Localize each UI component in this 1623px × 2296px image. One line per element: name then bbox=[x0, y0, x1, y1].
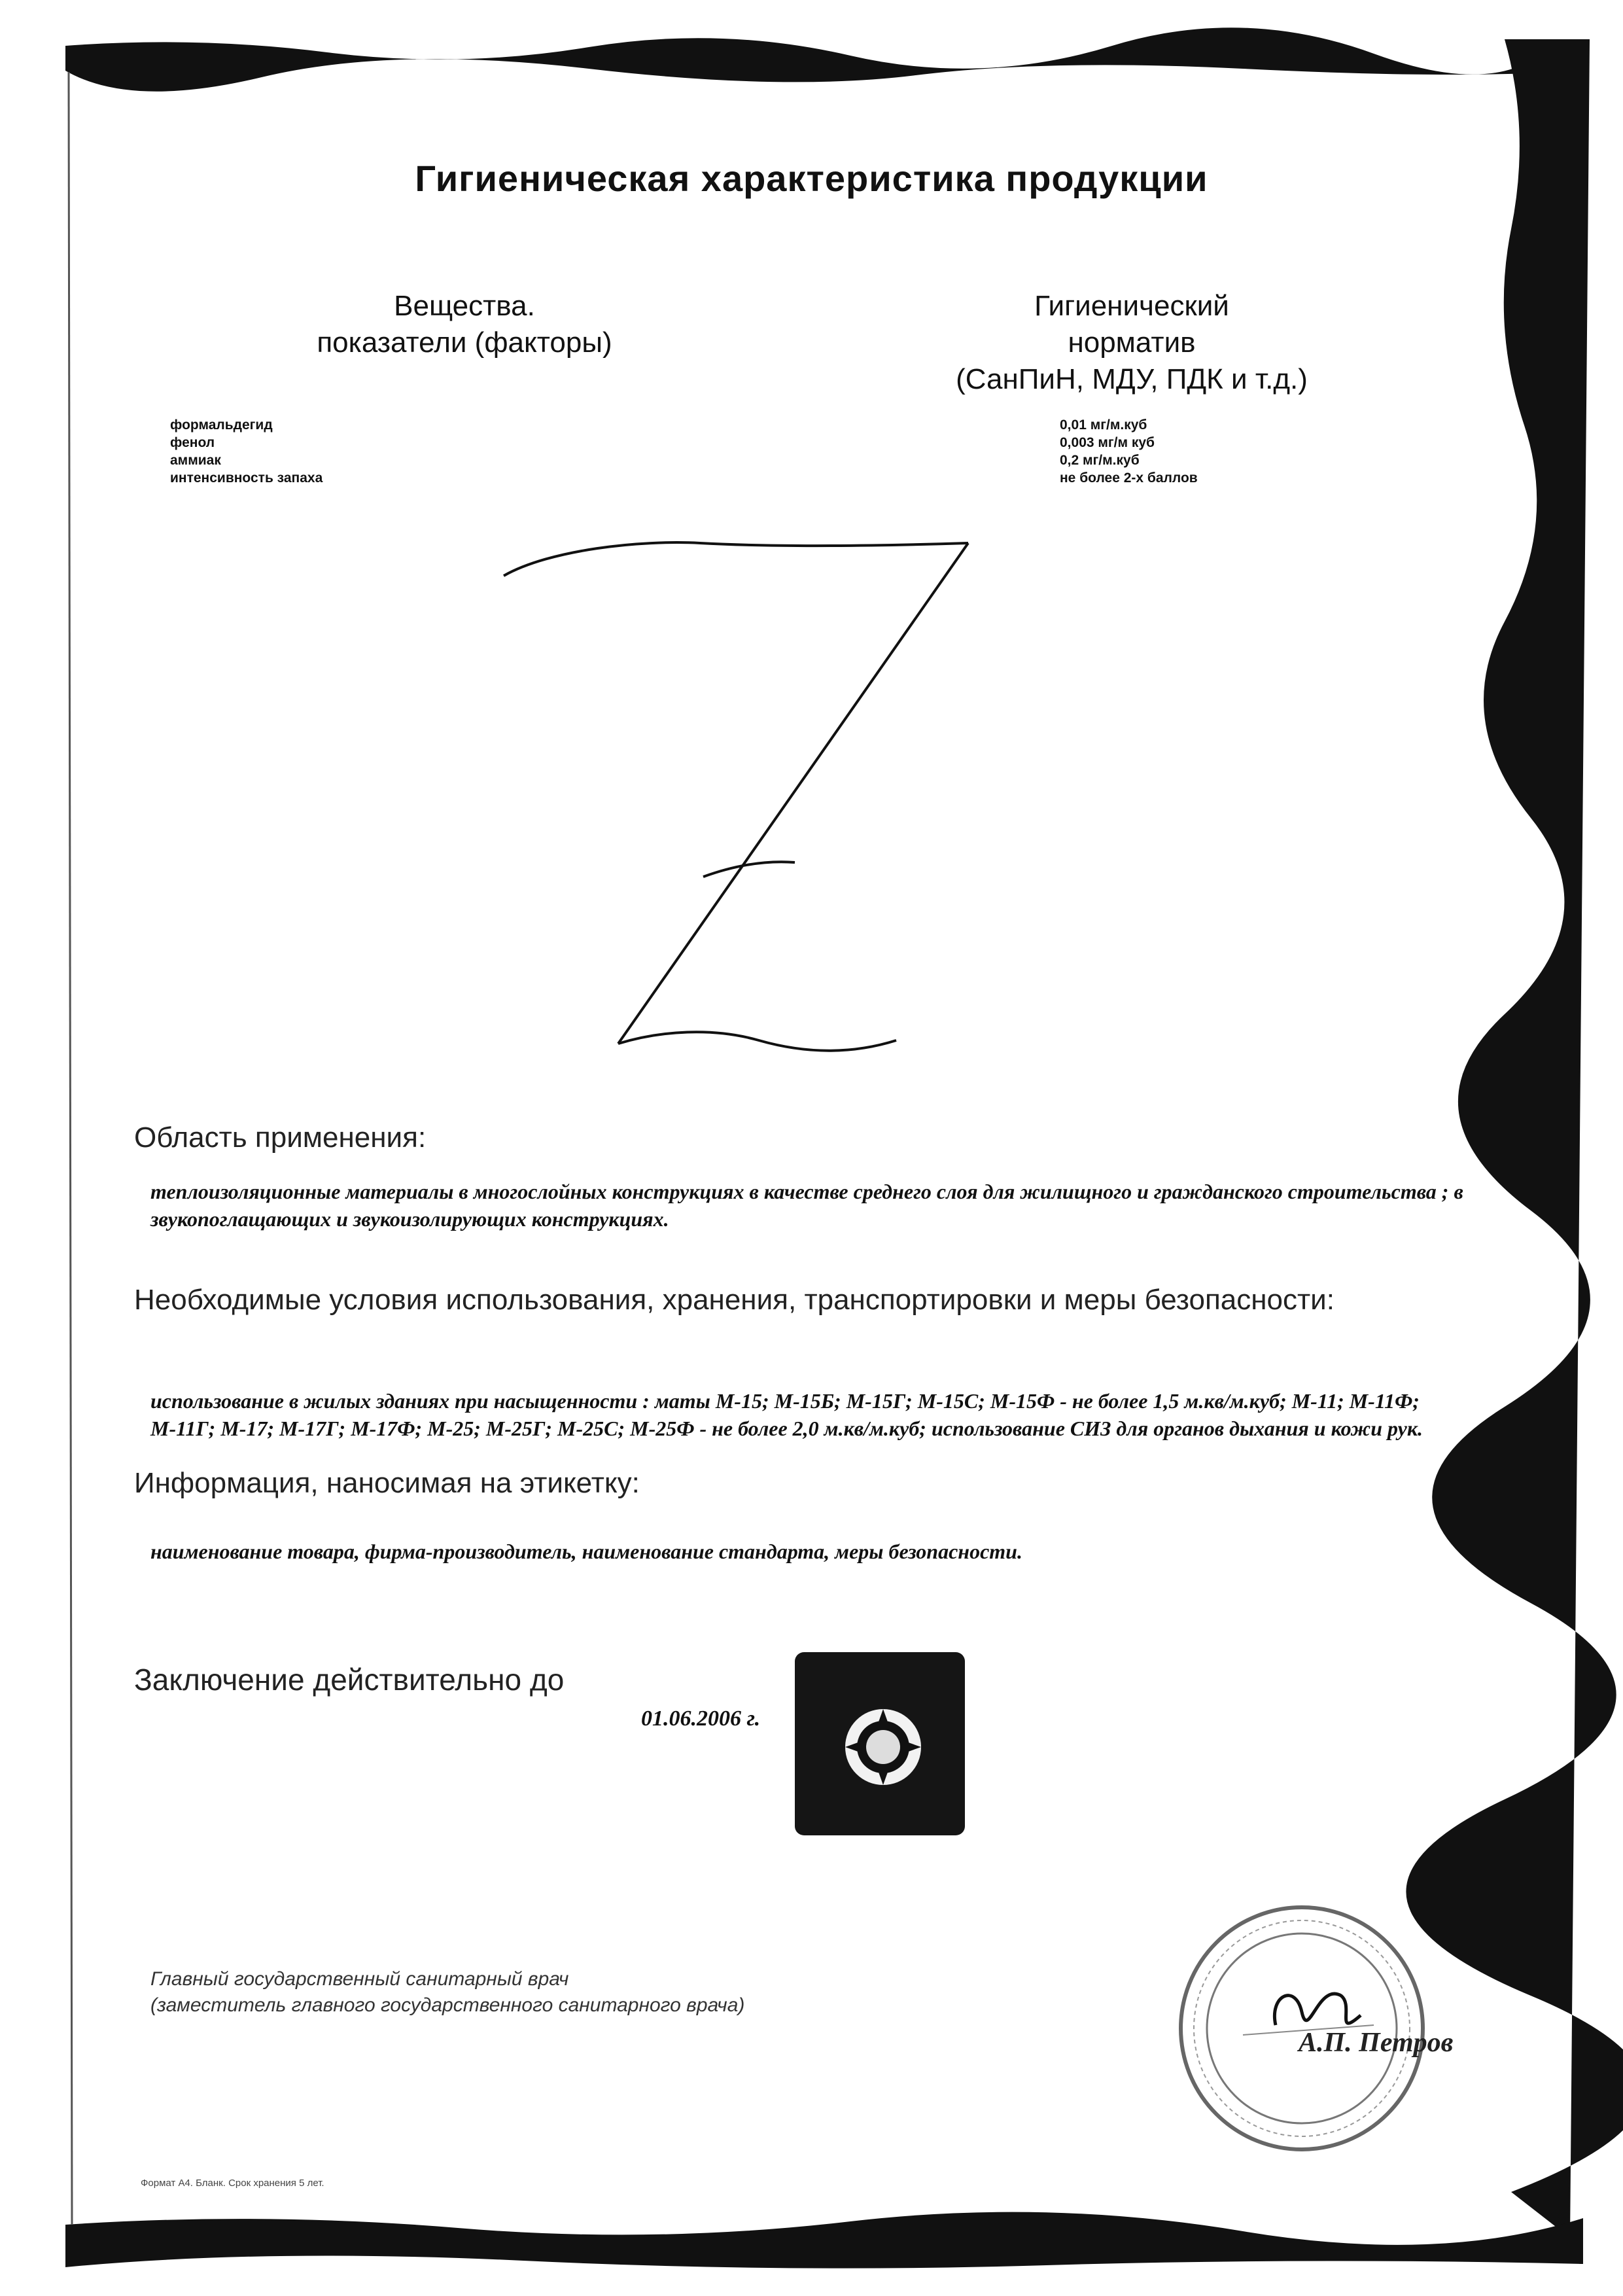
norm-item: не более 2-х баллов bbox=[1060, 470, 1198, 486]
norm-item: 0,003 мг/м куб bbox=[1060, 435, 1155, 450]
label-info-label: Информация, наносимая на этикетку: bbox=[134, 1467, 640, 1499]
substances-header-line2: показатели (факторы) bbox=[317, 327, 612, 359]
norm-header-line1: Гигиенический bbox=[1034, 290, 1229, 322]
application-area-text: теплоизоляционные материалы в многослойных конструкциях в качестве среднего слоя для жилищного и гражданского строительства ; в звукопоглащающих и звукоизолирующих конструкциях. bbox=[150, 1180, 1463, 1231]
hologram-seal-icon bbox=[792, 1649, 968, 1839]
substance-item: фенол bbox=[170, 435, 215, 450]
validity-label: Заключение действительно до bbox=[134, 1663, 565, 1697]
norm-header-line3: (СанПиН, МДУ, ПДК и т.д.) bbox=[956, 363, 1308, 395]
conditions-label: Необходимые условия использования, хранения, транспортировки и меры безопасности: bbox=[134, 1284, 1335, 1316]
signature-name: А.П. Петров bbox=[1299, 2028, 1454, 2058]
label-info-text: наименование товара, фирма-производитель, наименование стандарта, меры безопасности. bbox=[150, 1540, 1022, 1563]
footer-note: Формат А4. Бланк. Срок хранения 5 лет. bbox=[141, 2178, 324, 2189]
official-title-line1: Главный государственный санитарный врач bbox=[150, 1968, 569, 1990]
application-area-label: Область применения: bbox=[134, 1122, 427, 1154]
validity-date: 01.06.2006 г. bbox=[641, 1706, 761, 1731]
conditions-text: использование в жилых зданиях при насыщенности : маты М-15; М-15Б; М-15Г; М-15С; М-15Ф - не более 1,5 м.кв/м.куб; М-11; М-11Ф; М-11Г; М-17; М-17Г; М-17Ф; М-25; М-25Г; М-25С; М-25Ф - не более 2,0 м.кв/м.куб; использование СИЗ для органов дыхания и кожи рук. bbox=[150, 1389, 1423, 1440]
substance-item: аммиак bbox=[170, 453, 221, 468]
official-title-line2: (заместитель главного государственного санитарного врача) bbox=[150, 1994, 745, 2016]
norm-item: 0,01 мг/м.куб bbox=[1060, 417, 1147, 433]
document-title: Гигиеническая характеристика продукции bbox=[415, 158, 1208, 199]
norm-item: 0,2 мг/м.куб bbox=[1060, 453, 1140, 468]
substances-header-line1: Вещества. bbox=[394, 290, 535, 322]
substance-item: формальдегид bbox=[170, 417, 273, 433]
norm-header-line2: норматив bbox=[1068, 327, 1196, 359]
substance-item: интенсивность запаха bbox=[170, 470, 323, 486]
